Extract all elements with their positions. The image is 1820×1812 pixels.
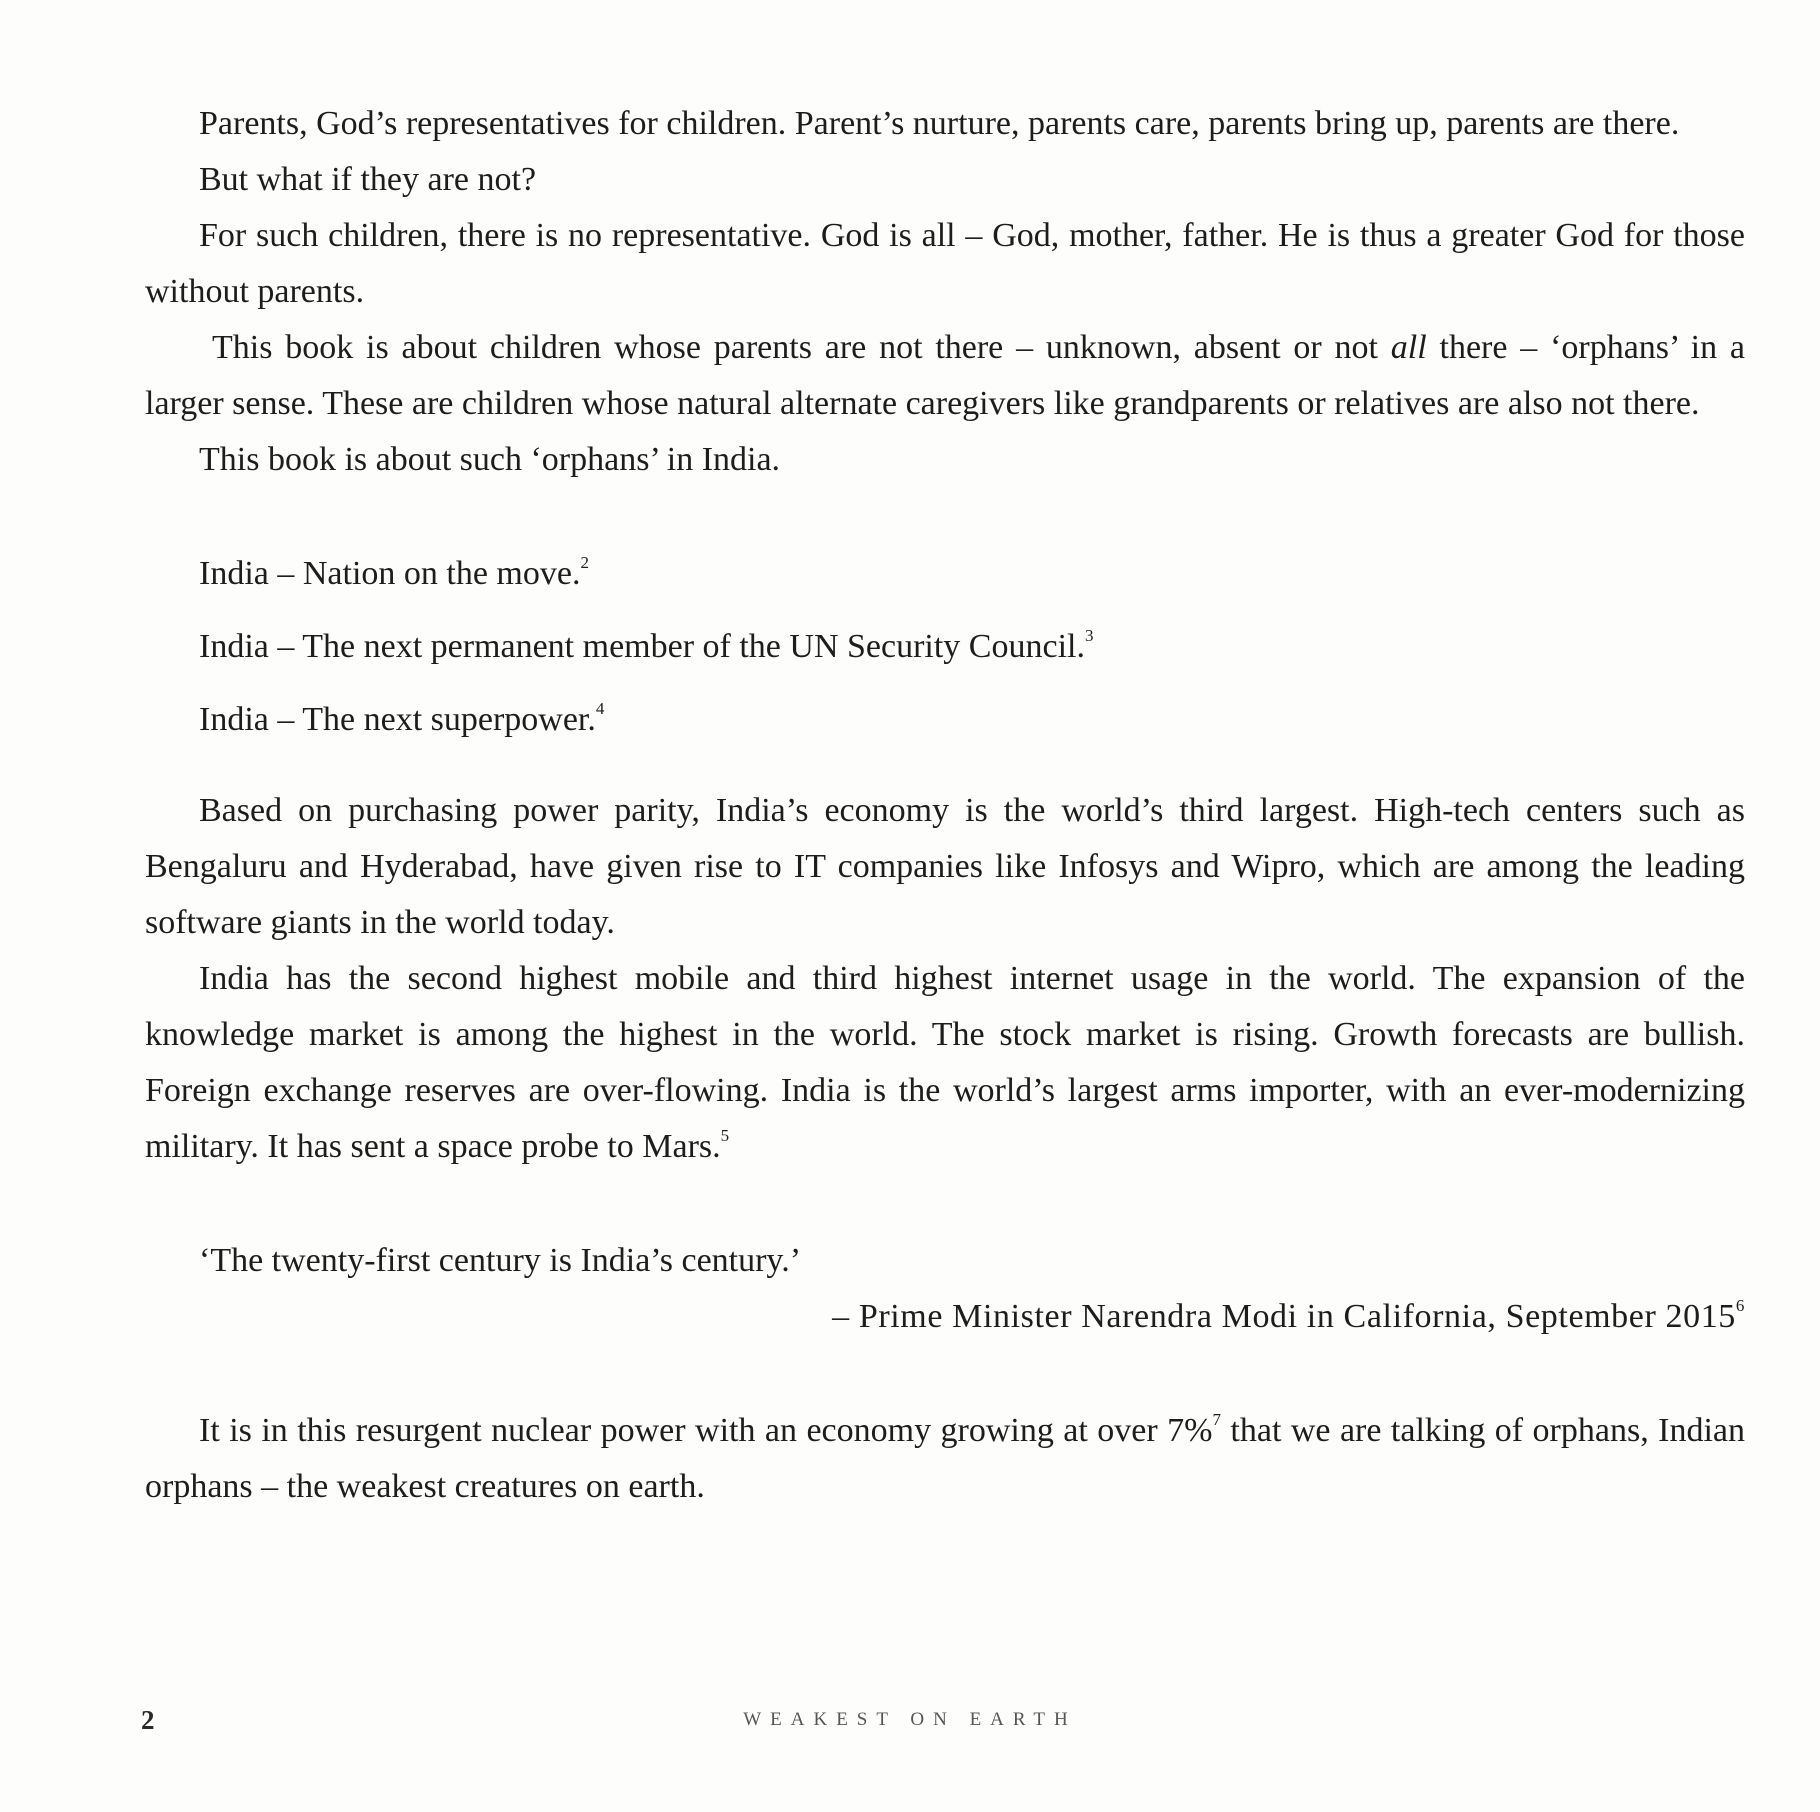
paragraph-question: But what if they are not? <box>199 161 537 198</box>
running-head: WEAKEST ON EARTH <box>743 1709 1077 1730</box>
india-line-superpower <box>145 692 1745 748</box>
paragraph-no-representative: For such children, there is no representative. God is all – God, mother, father. He is thus a greater God for those without parents. <box>145 217 1745 310</box>
page-footer <box>0 1700 1820 1740</box>
attribution-text: – Prime Minister Narendra Modi in California, September 2015 <box>832 1298 1736 1335</box>
section-gap <box>145 488 1745 546</box>
paragraph-closing <box>145 1403 1745 1515</box>
footnote-marker: 4 <box>595 698 605 718</box>
closing-text-end: that we are talking of orphans, Indian orphans – the weakest creatures on earth. <box>145 1412 1745 1505</box>
about-book-italic-word: all <box>1390 329 1427 366</box>
paragraph-parents: Parents, God’s representatives for children. Parent’s nurture, parents care, parents bring up, parents are there. <box>199 105 1680 142</box>
paragraph-orphans-india: This book is about such ‘orphans’ in India. <box>199 441 781 478</box>
india-line-nation <box>145 546 1745 602</box>
footnote-marker: 5 <box>720 1125 730 1145</box>
quote-text: ‘The twenty-first century is India’s century.’ <box>199 1242 802 1279</box>
page-body <box>145 96 1745 1515</box>
footnote-marker: 7 <box>1212 1409 1221 1429</box>
india-line-text: India – The next permanent member of the UN Security Council. <box>199 628 1085 665</box>
section-gap <box>145 1345 1745 1403</box>
footnote-marker: 6 <box>1735 1295 1745 1315</box>
about-book-text-end: there – ‘orphans’ in a larger sense. These are children whose natural alternate caregivers like grandparents or relatives are also not there. <box>145 329 1745 422</box>
section-gap <box>145 765 1745 783</box>
growth-text: India has the second highest mobile and third highest internet usage in the world. The expansion of the knowledge market is among the highest in the world. The stock market is rising. Growth forecasts are bullish. Foreign exchange reserves are over-flowing. India is the world’s largest arms importer, with an ever-modernizing military. It has sent a space probe to Mars. <box>145 960 1745 1165</box>
paragraph-economy: Based on purchasing power parity, India’s economy is the world’s third largest. High-tech centers such as Bengaluru and Hyderabad, have given rise to IT companies like Infosys and Wipro, which are among the leading software giants in the world today. <box>145 792 1745 941</box>
quote-attribution <box>145 1289 1745 1345</box>
india-line-security-council <box>145 619 1745 675</box>
section-gap <box>145 1175 1745 1233</box>
footnote-marker: 2 <box>580 552 589 572</box>
india-line-text: India – Nation on the move. <box>199 555 581 592</box>
closing-text-start: It is in this resurgent nuclear power with an economy growing at over 7% <box>199 1412 1213 1449</box>
about-book-text-start: This book is about children whose parents are not there – unknown, absent or not <box>212 329 1391 366</box>
page-number: 2 <box>141 1705 155 1735</box>
footnote-marker: 3 <box>1084 625 1094 645</box>
paragraph-about-book <box>145 320 1745 432</box>
india-line-text: India – The next superpower. <box>199 701 596 738</box>
paragraph-growth <box>145 951 1745 1175</box>
